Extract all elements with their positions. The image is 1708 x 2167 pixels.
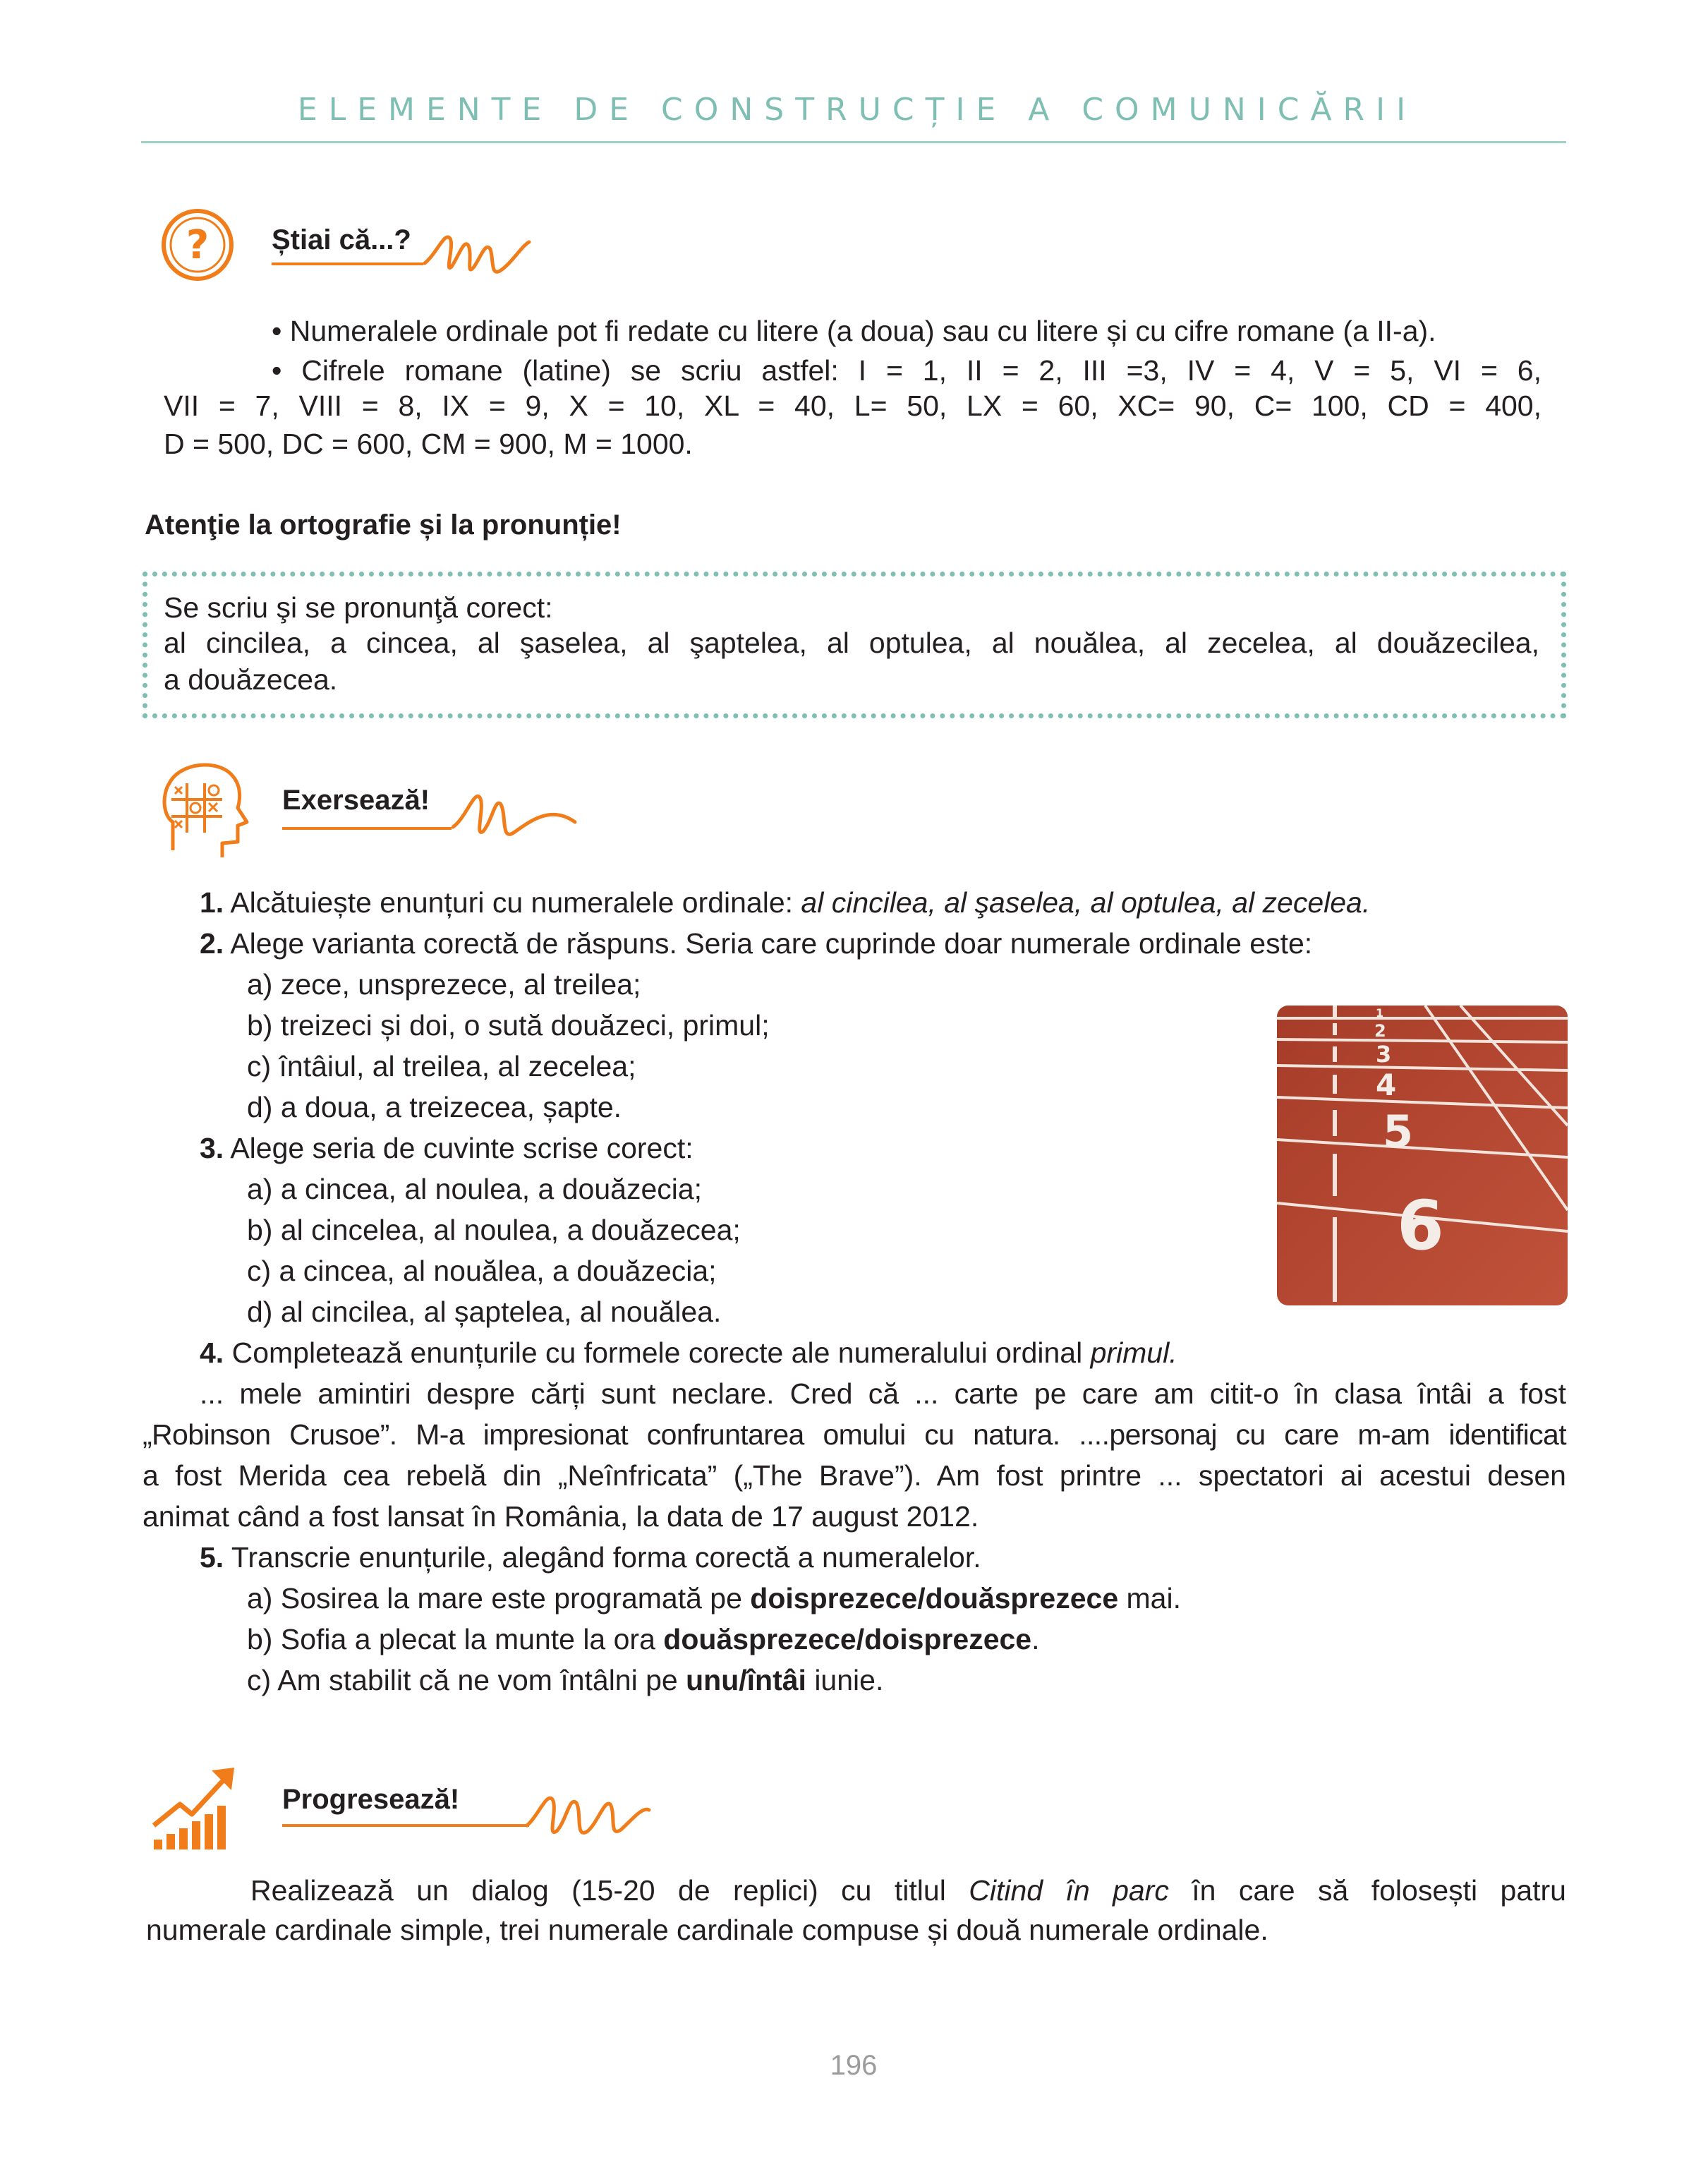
option-text: b) Sofia a plecat la munte la ora — [247, 1623, 664, 1655]
exercise-3-number: 3. — [200, 1132, 224, 1164]
progreseaza-text: în care să folosești patru — [1168, 1874, 1566, 1907]
brain-tictactoe-icon — [159, 759, 254, 861]
track-number-label: 1 — [1376, 1006, 1384, 1020]
exercise-4-paragraph-line: ... mele amintiri despre cărți sunt neclare. Cred că ... carte pe care am citit-o în clasa întâi a fost — [200, 1377, 1566, 1410]
exercise-3-option: a) a cincea, al noulea, a douăzecia; — [247, 1173, 703, 1205]
option-text: . — [1031, 1623, 1040, 1655]
option-text: a) Sosirea la mare este programată pe — [247, 1582, 751, 1614]
track-number-label: 4 — [1376, 1068, 1397, 1102]
exercise-4-paragraph-line: a fost Merida cea rebelă din „Neînfricata” („The Brave”). Am fost printre ... spectatori ai acestui desen — [143, 1459, 1566, 1492]
atentie-title: Atenţie la ortografie și la pronunție! — [145, 509, 622, 541]
exercise-4-paragraph-line: animat când a fost lansat în România, la data de 17 august 2012. — [143, 1500, 979, 1533]
option-choices: doisprezece/douăsprezece — [750, 1582, 1119, 1614]
option-choices: douăsprezece/doisprezece — [663, 1623, 1032, 1655]
squiggle-icon — [423, 224, 533, 281]
track-number-label: 5 — [1383, 1106, 1414, 1157]
atentie-line-1: Se scriu şi se pronunţă corect: — [164, 591, 553, 624]
exercise-1 — [200, 882, 1540, 923]
stiai-line-4: D = 500, DC = 600, CM = 900, M = 1000. — [164, 428, 693, 460]
exercise-3-option: c) a cincea, al nouălea, a douăzecia; — [247, 1255, 717, 1287]
exercise-4-text: Completează enunțurile cu formele corecte ale numeralului ordinal — [224, 1336, 1091, 1369]
exercise-5-option-b — [247, 1619, 1040, 1660]
option-text: c) Am stabilit că ne vom întâlni pe — [247, 1664, 686, 1696]
stiai-underline — [272, 262, 423, 265]
exercise-3-option: d) al cincilea, al șaptelea, al nouălea. — [247, 1296, 722, 1328]
squiggle-icon — [526, 1782, 653, 1845]
option-text: mai. — [1118, 1582, 1181, 1614]
exerseaza-title: Exersează! — [282, 785, 430, 816]
exercise-2-option: d) a doua, a treizecea, șapte. — [247, 1091, 622, 1123]
progreseaza-italic: Citind în parc — [969, 1874, 1169, 1907]
running-track-image — [1277, 1006, 1568, 1305]
progreseaza-title: Progresează! — [282, 1784, 460, 1815]
exercise-4-italic: primul. — [1090, 1336, 1177, 1369]
exercise-1-text: Alcătuiește enunțuri cu numeralele ordinale: — [224, 886, 801, 919]
track-number-label: 6 — [1397, 1186, 1444, 1265]
growth-chart-icon — [148, 1761, 243, 1852]
exercise-3-option: b) al cincelea, al noulea, a douăzecea; — [247, 1214, 741, 1246]
exercise-5-text: Transcrie enunțurile, alegând forma corectă a numeralelor. — [224, 1541, 981, 1574]
exercise-2-number: 2. — [200, 927, 224, 960]
exercise-5 — [200, 1537, 1540, 1578]
exercise-4-number: 4. — [200, 1336, 224, 1369]
progreseaza-underline — [282, 1824, 529, 1827]
stiai-line-1: • Numeralele ordinale pot fi redate cu litere (a doua) sau cu litere și cu cifre romane (a II-a). — [272, 315, 1436, 347]
stiai-title: Știai că...? — [272, 224, 411, 255]
exercise-3 — [200, 1128, 1258, 1169]
page-header: ELEMENTE DE CONSTRUCȚIE A COMUNICĂRII — [297, 92, 1417, 128]
exercise-4 — [200, 1332, 1540, 1373]
exercise-1-italic: al cincilea, al şaselea, al optulea, al zecelea. — [801, 886, 1371, 919]
svg-text:?: ? — [186, 222, 210, 268]
exercise-1-number: 1. — [200, 886, 224, 919]
exerseaza-underline — [282, 827, 452, 830]
exercise-2-text: Alege varianta corectă de răspuns. Seria care cuprinde doar numerale ordinale este: — [224, 927, 1313, 960]
stiai-line-3: VII = 7, VIII = 8, IX = 9, X = 10, XL = 40, L= 50, LX = 60, XC= 90, C= 100, CD = 400, — [164, 390, 1542, 422]
exercise-5-number: 5. — [200, 1541, 224, 1574]
exercise-2-option: c) întâiul, al treilea, al zecelea; — [247, 1050, 636, 1082]
header-divider — [141, 141, 1566, 143]
progreseaza-line-2: numerale cardinale simple, trei numerale cardinale compuse și două numerale ordinale. — [146, 1914, 1268, 1946]
exercise-5-option-a — [247, 1578, 1181, 1619]
page-number: 196 — [830, 2050, 878, 2081]
option-text: iunie. — [806, 1664, 884, 1696]
progreseaza-text: Realizează un dialog (15-20 de replici) cu titlul — [250, 1874, 969, 1907]
track-number-label: 3 — [1376, 1041, 1392, 1068]
track-number-label: 2 — [1374, 1021, 1386, 1041]
exercise-3-text: Alege seria de cuvinte scrise corect: — [224, 1132, 694, 1164]
option-choices: unu/întâi — [686, 1664, 806, 1696]
exercise-2-option: b) treizeci și doi, o sută douăzeci, primul; — [247, 1009, 770, 1042]
question-icon — [159, 206, 236, 284]
exercise-5-option-c — [247, 1660, 883, 1701]
squiggle-icon — [452, 783, 579, 847]
exercise-2 — [200, 923, 1540, 964]
stiai-line-2: • Cifrele romane (latine) se scriu astfel: I = 1, II = 2, III =3, IV = 4, V = 5, VI = 6, — [272, 354, 1542, 387]
atentie-line-3: a douăzecea. — [164, 663, 338, 696]
exercise-4-paragraph-line: „Robinson Crusoe”. M-a impresionat confruntarea omului cu natura. ....personaj cu care m-am identificat — [143, 1418, 1566, 1451]
exercise-2-option: a) zece, unsprezece, al treilea; — [247, 968, 641, 1001]
atentie-line-2: al cincilea, a cincea, al şaselea, al şaptelea, al optulea, al nouălea, al zecelea, al douăzecilea, — [164, 627, 1539, 659]
progreseaza-line-1 — [250, 1870, 1566, 1911]
